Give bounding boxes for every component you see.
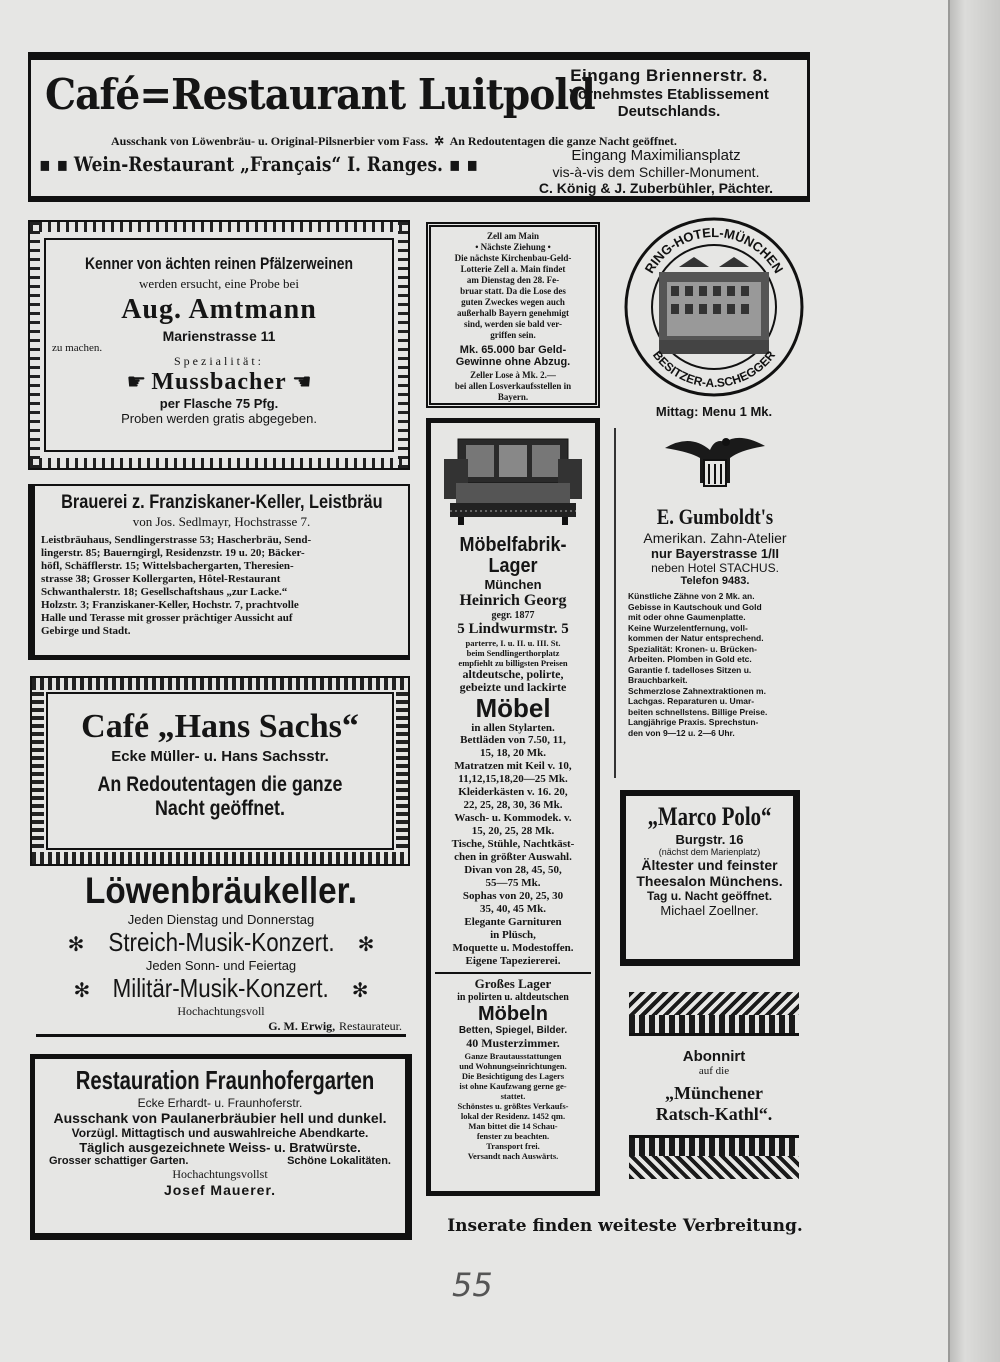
- fraunhofer-garten: Grosser schattiger Garten.: [49, 1155, 189, 1167]
- moebel-item-line: Eigene Tapeziererei.: [465, 955, 561, 967]
- marco-polo-note: (nächst dem Marienplatz): [658, 847, 761, 857]
- moebel-gegr: gegr. 1877: [491, 610, 535, 621]
- moebel-info-line: fenster zu beachten.: [476, 1131, 550, 1141]
- marco-polo-line-2: Theesalon Münchens.: [636, 873, 783, 889]
- fraunhofer-hochachtung: Hochachtungsvollst: [172, 1167, 268, 1181]
- sofa-illustration: [438, 429, 588, 529]
- franziskaner-line: lingerstr. 85; Bauerngirgl, Residenzstr. 19 u. 20; Bäcker-: [41, 547, 305, 559]
- fraunhofer-line-3: Täglich ausgezeichnete Weiss- u. Bratwürste.: [79, 1140, 361, 1155]
- luitpold-paechter: C. König & J. Zuberbühler, Pächter.: [538, 180, 774, 196]
- gumboldt-line: Keine Wurzelentfernung, voll-: [628, 622, 748, 633]
- gumboldt-line: Gebisse in Kautschouk und Gold: [628, 601, 762, 612]
- zell-line: Zell am Main: [487, 231, 539, 241]
- fraunhofer-line-1: Ausschank von Paulanerbräubier hell und dunkel.: [53, 1110, 387, 1126]
- fraunhofer-title: Restauration Fraunhofergarten: [75, 1065, 375, 1095]
- franziskaner-ad: [28, 484, 410, 660]
- amtmann-wine-line: [46, 369, 392, 396]
- zell-lotterie-ad: [426, 222, 600, 408]
- page-number: 55: [452, 1266, 493, 1304]
- loewenbraeukeller-konzert-1-line: [30, 927, 412, 958]
- ratsch-abonnirt: Abonnirt: [682, 1048, 746, 1065]
- fraunhofer-lokalitaeten: Schöne Lokalitäten.: [287, 1155, 391, 1167]
- moebel-item-line: 11,12,15,18,20—25 Mk.: [458, 773, 568, 785]
- loewenbraeukeller-sig-name: G. M. Erwig,: [268, 1019, 336, 1033]
- loewenbraeukeller-ad: [30, 870, 412, 1048]
- gumboldt-line: mit oder ohne Gaumenplatte.: [628, 612, 746, 622]
- moebel-muster: 40 Musterzimmer.: [466, 1036, 560, 1050]
- gumboldt-line: beiten schnellstens. Billige Preise.: [628, 706, 768, 717]
- ornament-top: [629, 992, 799, 1036]
- marco-polo-address: Burgstr. 16: [675, 832, 744, 847]
- eagle-emblem-icon: [660, 428, 770, 500]
- hans-sachs-line-2: Nacht geöffnet.: [155, 797, 285, 820]
- zell-body: [431, 227, 595, 341]
- ratsch-line-2: Ratsch-Kathl“.: [655, 1104, 773, 1124]
- zell-line: • Nächste Ziehung •: [475, 242, 551, 252]
- moebel-stil: in allen Stylarten.: [471, 722, 555, 734]
- marco-polo-owner: Michael Zoellner.: [660, 903, 759, 918]
- fraunhofer-signature: Josef Mauerer.: [163, 1182, 277, 1198]
- gumboldt-line: Arbeiten. Plomben in Gold etc.: [628, 654, 752, 664]
- moebel-gross-2: in polirten u. altdeutschen: [457, 992, 569, 1003]
- moebel-item-line: Moquette u. Modestoffen.: [452, 942, 574, 954]
- franziskaner-line: Schwanthalerstr. 18; Gesellschaftshaus „zur Lacke.“: [41, 586, 288, 598]
- franziskaner-von: von Jos. Sedlmayr, Hochstrasse 7.: [132, 514, 311, 529]
- gumboldt-line: Schmerzlose Zahnextraktionen m.: [628, 685, 766, 696]
- moebel-item-line: 35, 40, 45 Mk.: [480, 903, 546, 915]
- moebel-item-line: 15, 18, 20 Mk.: [480, 747, 546, 759]
- moebel-item-line: 55—75 Mk.: [485, 877, 541, 889]
- luitpold-wine-line: [39, 152, 478, 176]
- moebel-info-line: lokal der Residenz. 1452 qm.: [460, 1111, 566, 1121]
- hans-sachs-title: Café „Hans Sachs“: [81, 708, 359, 745]
- zell-line: Die nächste Kirchenbau-Geld-: [454, 253, 572, 263]
- loewenbraeukeller-line-1: Jeden Dienstag und Donnerstag: [127, 912, 315, 927]
- star-icon: ✲: [431, 134, 448, 148]
- ring-hotel-ad: [614, 212, 814, 420]
- moebel-item-line: Bettläden von 7.50, 11,: [460, 734, 566, 746]
- moebel-floor-line: beim Sendlingerthorplatz: [466, 648, 560, 658]
- moebel-item-line: Wasch- u. Kommodek. v.: [454, 812, 572, 824]
- page-edge: [948, 0, 1000, 1362]
- luitpold-wein: Wein-Restaurant „Français“ I. Ranges.: [73, 152, 443, 176]
- gumboldt-line: Garantie f. tadelloses Sitzen u.: [628, 664, 752, 675]
- loewenbraeukeller-signature: [30, 1019, 412, 1034]
- franziskaner-title: Brauerei z. Franziskaner-Keller, Leistbräu: [61, 492, 383, 513]
- ornament-bottom: [629, 1135, 799, 1179]
- svg-text:RING-HOTEL-MÜNCHEN: [642, 225, 787, 276]
- luitpold-ad: [28, 52, 810, 202]
- moebel-info-line: ist ohne Kaufzwang gerne ge-: [459, 1081, 567, 1091]
- loewenbraeukeller-hochachtung: Hochachtungsvoll: [177, 1004, 265, 1018]
- loewenbraeukeller-sig-role: Restaurateur.: [339, 1019, 402, 1033]
- asterisk-icon: ✻: [357, 932, 375, 956]
- luitpold-right-block: [531, 66, 807, 120]
- luitpold-slogan: Vornehmstes Etablissement: [569, 86, 769, 103]
- loewenbraeukeller-konzert-2: Militär-Musik-Konzert.: [112, 973, 330, 1003]
- moebel-item-line: Tische, Stühle, Nachtkäst-: [451, 838, 575, 850]
- gumboldt-line: kommen der Natur entsprechend.: [628, 633, 764, 643]
- marco-polo-ad: [620, 790, 800, 966]
- moebel-info-line: Die Besichtigung des Lagers: [461, 1071, 565, 1081]
- moebel-floors: [431, 638, 595, 668]
- zell-line: sind, werden sie bald ver-: [464, 319, 562, 329]
- zell-line: bruar statt. Da die Lose des: [460, 286, 566, 296]
- moebel-floor-line: parterre, I. u. II. u. III. St.: [465, 638, 561, 648]
- fraunhofer-ecke: Ecke Erhardt- u. Fraunhoferstr.: [137, 1096, 303, 1110]
- luitpold-entrance-2: Eingang Maximiliansplatz: [571, 147, 741, 164]
- gumboldt-line-3: neben Hotel STACHUS.: [651, 561, 779, 575]
- asterisk-icon: ✻: [67, 932, 85, 956]
- gumboldt-line: Künstliche Zähne von 2 Mk. an.: [628, 591, 755, 601]
- moebel-info-line: Transport frei.: [486, 1141, 540, 1151]
- loewenbraeukeller-title: Löwenbräukeller.: [84, 870, 358, 911]
- ring-hotel-emblem: [619, 212, 809, 398]
- amtmann-wine: Mussbacher: [151, 369, 287, 395]
- moebel-item-line: in Plüsch,: [490, 929, 536, 941]
- moebel-big-2: Möbeln: [478, 1003, 548, 1025]
- hans-sachs-line-1: An Redoutentagen die ganze: [97, 773, 343, 796]
- pointing-hand-left-icon: ☛: [291, 370, 312, 395]
- franziskaner-line: Halle und Terasse mit grosser prächtiger Aussicht auf: [41, 612, 293, 624]
- amtmann-proben: Proben werden gratis abgegeben.: [121, 411, 317, 426]
- moebel-item-line: Elegante Garnituren: [464, 916, 562, 928]
- moebel-info-line: Man bittet die 14 Schau-: [468, 1121, 558, 1131]
- moebel-betten: Betten, Spiegel, Bilder.: [458, 1025, 568, 1036]
- dot-ornament-icon: ▪ ▪: [448, 152, 478, 176]
- gumboldt-name: E. Gumboldt's: [656, 504, 774, 529]
- moebel-ad: [426, 418, 600, 1196]
- asterisk-icon: ✻: [73, 978, 91, 1002]
- zell-prize-1: Mk. 65.000 bar Geld-: [459, 344, 567, 356]
- moebel-item-line: 22, 25, 28, 30, 36 Mk.: [463, 799, 563, 811]
- amtmann-line-3: zu machen.: [52, 342, 103, 354]
- marco-polo-line-3: Tag u. Nacht geöffnet.: [646, 889, 773, 903]
- franziskaner-line: Leistbräuhaus, Sendlingerstrasse 53; Hascherbräu, Send-: [41, 534, 312, 546]
- moebel-items: [431, 734, 595, 968]
- gumboldt-telefon: Telefon 9483.: [680, 575, 750, 587]
- moebel-alt-2: gebeizte und lackirte: [459, 680, 567, 694]
- zell-line: außerhalb Bayern genehmigt: [456, 308, 569, 318]
- moebel-address: 5 Lindwurmstr. 5: [457, 621, 569, 637]
- hans-sachs-ecke: Ecke Müller- u. Hans Sachsstr.: [111, 748, 329, 765]
- moebel-info-line: Ganze Brautausstattungen: [464, 1051, 562, 1061]
- zell-line: am Dienstag den 28. Fe-: [466, 275, 560, 285]
- zell-lose-2: bei allen Losverkaufsstellen in: [454, 381, 572, 391]
- franziskaner-body: [35, 530, 408, 638]
- franziskaner-line: Gebirge und Stadt.: [41, 625, 131, 637]
- amtmann-spezialitaet: Spezialität:: [174, 354, 264, 368]
- moebel-gross-1: Großes Lager: [474, 976, 552, 991]
- dot-ornament-icon: ▪ ▪: [39, 152, 74, 176]
- gumboldt-line: Langjährige Praxis. Sprechstun-: [628, 717, 759, 727]
- asterisk-icon: ✻: [351, 978, 369, 1002]
- gumboldt-line: Brauchbarkeit.: [628, 675, 688, 685]
- moebel-city: München: [484, 577, 542, 592]
- zell-line: griffen sein.: [490, 330, 536, 340]
- luitpold-title: Café=Restaurant Luitpold: [45, 70, 595, 119]
- zell-lose-1: Zeller Lose à Mk. 2.—: [470, 370, 556, 380]
- luitpold-vis: vis-à-vis dem Schiller-Monument.: [552, 164, 760, 180]
- zell-line: guten Zweckes wegen auch: [461, 297, 565, 307]
- moebel-info-line: Versandt nach Auswärts.: [467, 1151, 559, 1161]
- moebel-item-line: 15, 20, 25, 28 Mk.: [471, 825, 555, 837]
- moebel-floor-line: empfiehlt zu billigsten Preisen: [458, 658, 568, 668]
- amtmann-name: Aug. Amtmann: [121, 294, 317, 325]
- luitpold-redouten: An Redoutentagen die ganze Nacht geöffnet.: [449, 134, 677, 148]
- gumboldt-line-2: nur Bayerstrasse 1/II: [651, 546, 779, 561]
- gumboldt-body: [616, 591, 814, 738]
- gumboldt-line: Spezialität: Kronen- u. Brücken-: [628, 643, 757, 654]
- luitpold-bottom-block: [501, 148, 811, 196]
- loewenbraeukeller-line-2: Jeden Sonn- und Feiertag: [145, 958, 297, 973]
- moebel-item-line: chen in größter Auswahl.: [454, 851, 572, 863]
- moebel-title-2: Lager: [488, 555, 538, 577]
- franziskaner-line: höfl, Schäfflerstr. 15; Wittelsbachergarten, Theresien-: [41, 560, 294, 572]
- moebel-info-line: und Wohnungseinrichtungen.: [459, 1061, 567, 1071]
- zell-line: Lotterie Zell a. Main findet: [460, 264, 566, 274]
- amtmann-line-2: werden ersucht, eine Probe bei: [139, 276, 299, 291]
- ratsch-auf: auf die: [698, 1065, 730, 1077]
- fraunhofer-line-4: [35, 1155, 405, 1167]
- ratsch-line-1: „Münchener: [665, 1083, 763, 1103]
- fraunhofer-ad: [30, 1054, 412, 1240]
- gumboldt-line-1: Amerikan. Zahn-Atelier: [643, 530, 787, 546]
- luitpold-entrance: Eingang Briennerstr. 8.: [570, 66, 768, 85]
- zell-prize-2: Gewinne ohne Abzug.: [455, 356, 571, 368]
- moebel-item-line: Kleiderkästen v. 16. 20,: [458, 786, 568, 798]
- luitpold-ausschank: Ausschank von Löwenbräu- u. Original-Pilsnerbier vom Fass.: [111, 134, 429, 148]
- moebel-item-line: Matratzen mit Keil v. 10,: [454, 760, 572, 772]
- moebel-item-line: Divan von 28, 45, 50,: [464, 864, 562, 876]
- moebel-info: [431, 1051, 595, 1161]
- ring-hotel-mittag: Mittag: Menu 1 Mk.: [655, 404, 773, 419]
- amtmann-price: per Flasche 75 Pfg.: [159, 396, 279, 411]
- amtmann-line-1: Kenner von ächten reinen Pfälzerweinen: [84, 254, 354, 273]
- moebel-owner: Heinrich Georg: [459, 592, 567, 609]
- pointing-hand-right-icon: ☛: [126, 370, 147, 395]
- moebel-info-line: Schönstes u. größtes Verkaufs-: [457, 1101, 569, 1111]
- loewenbraeukeller-konzert-2-line: [30, 973, 412, 1004]
- ring-hotel-arc-top: RING-HOTEL-MÜNCHEN: [641, 224, 787, 276]
- franziskaner-line: strasse 38; Grosser Kollergarten, Hôtel-Restaurant: [41, 573, 281, 585]
- gumboldt-line: Lachgas. Reparaturen u. Umar-: [628, 696, 755, 706]
- moebel-info-line: stattet.: [500, 1091, 526, 1101]
- amtmann-ad: [28, 220, 410, 470]
- inserate-footer: Inserate finden weiteste Verbreitung.: [447, 1216, 803, 1236]
- luitpold-slogan-2: Deutschlands.: [617, 103, 721, 120]
- ratsch-kathl-ad: [614, 992, 814, 1188]
- gumboldt-line: den von 9—12 u. 2—6 Uhr.: [628, 727, 735, 738]
- moebel-item-line: Sophas von 20, 25, 30: [462, 890, 564, 902]
- zell-lose-3: Bayern.: [497, 392, 529, 402]
- loewenbraeukeller-konzert-1: Streich-Musik-Konzert.: [107, 927, 335, 957]
- moebel-big: Möbel: [475, 693, 551, 723]
- gumboldt-ad: [614, 428, 814, 778]
- moebel-alt-1: altdeutsche, polirte,: [462, 667, 564, 681]
- ring-hotel-arc-bottom: BESITZER-A.SCHEGGER: [649, 348, 779, 391]
- marco-polo-title: „Marco Polo“: [647, 802, 772, 831]
- fraunhofer-line-2: Vorzügl. Mittagtisch und auswahlreiche Abendkarte.: [71, 1126, 369, 1140]
- marco-polo-line-1: Ältester und feinster: [641, 857, 778, 873]
- moebel-title-1: Möbelfabrik-: [459, 534, 567, 556]
- franziskaner-line: Holzstr. 3; Franziskaner-Keller, Hochstr. 7, prachtvolle: [41, 599, 299, 611]
- amtmann-address: Marienstrasse 11: [162, 328, 276, 344]
- hans-sachs-ad: [30, 676, 410, 866]
